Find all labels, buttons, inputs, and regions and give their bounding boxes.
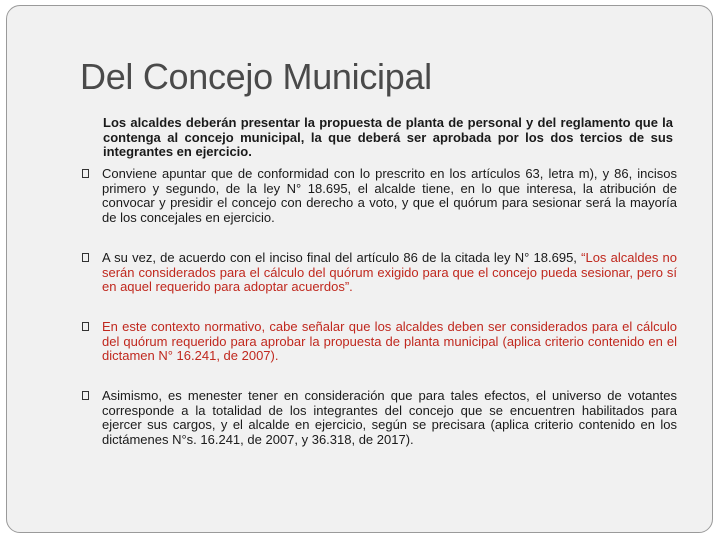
bullet-item — [82, 251, 677, 295]
bullet-square-icon — [82, 320, 102, 364]
bullet-text-quote: “Los alcaldes no serán considerados para el cálculo del quórum exigido para que el concejo pueda sesionar, pero sí en aquel requerido para adoptar acuerdos”. — [102, 250, 677, 294]
bullet-square-icon — [82, 389, 102, 447]
bullet-item — [82, 167, 677, 225]
bullet-item — [82, 389, 677, 447]
bullet-text-plain: A su vez, de acuerdo con el inciso final del artículo 86 de la citada ley N° 18.695, — [102, 250, 577, 265]
bullet-text: Asimismo, es menester tener en consideración que para tales efectos, el universo de votantes corresponde a la totalidad de los integrantes del concejo que se encuentren habilitados para ejercer sus cargos, y el alcalde en ejercicio, según se precisara (aplica criterio contenido en los dictámenes N°s. 16.241, de 2007, y 36.318, de 2017). — [102, 388, 677, 447]
bullet-text: En este contexto normativo, cabe señalar que los alcaldes deben ser considerados para el cálculo del quórum requerido para aprobar la propuesta de planta municipal (aplica criterio contenido en el dictamen N° 16.241, de 2007). — [102, 319, 677, 363]
slide-title: Del Concejo Municipal — [80, 56, 432, 97]
bullet-text — [102, 251, 677, 295]
bullet-item — [82, 320, 677, 364]
bullet-square-icon — [82, 251, 102, 295]
intro-paragraph: Los alcaldes deberán presentar la propuesta de planta de personal y del reglamento que la contenga al concejo municipal, la que deberá ser aprobada por los dos tercios de sus integrantes en ejercicio. — [103, 115, 673, 159]
bullet-square-icon — [82, 167, 102, 225]
bullet-text: Conviene apuntar que de conformidad con lo prescrito en los artículos 63, letra m), y 86, incisos primero y segundo, de la ley N° 18.695, el alcalde tiene, en lo que interesa, la atribución de convocar y presidir el concejo con derecho a voto, y que el quórum para sesionar será la mayoría de los concejales en ejercicio. — [102, 166, 677, 225]
